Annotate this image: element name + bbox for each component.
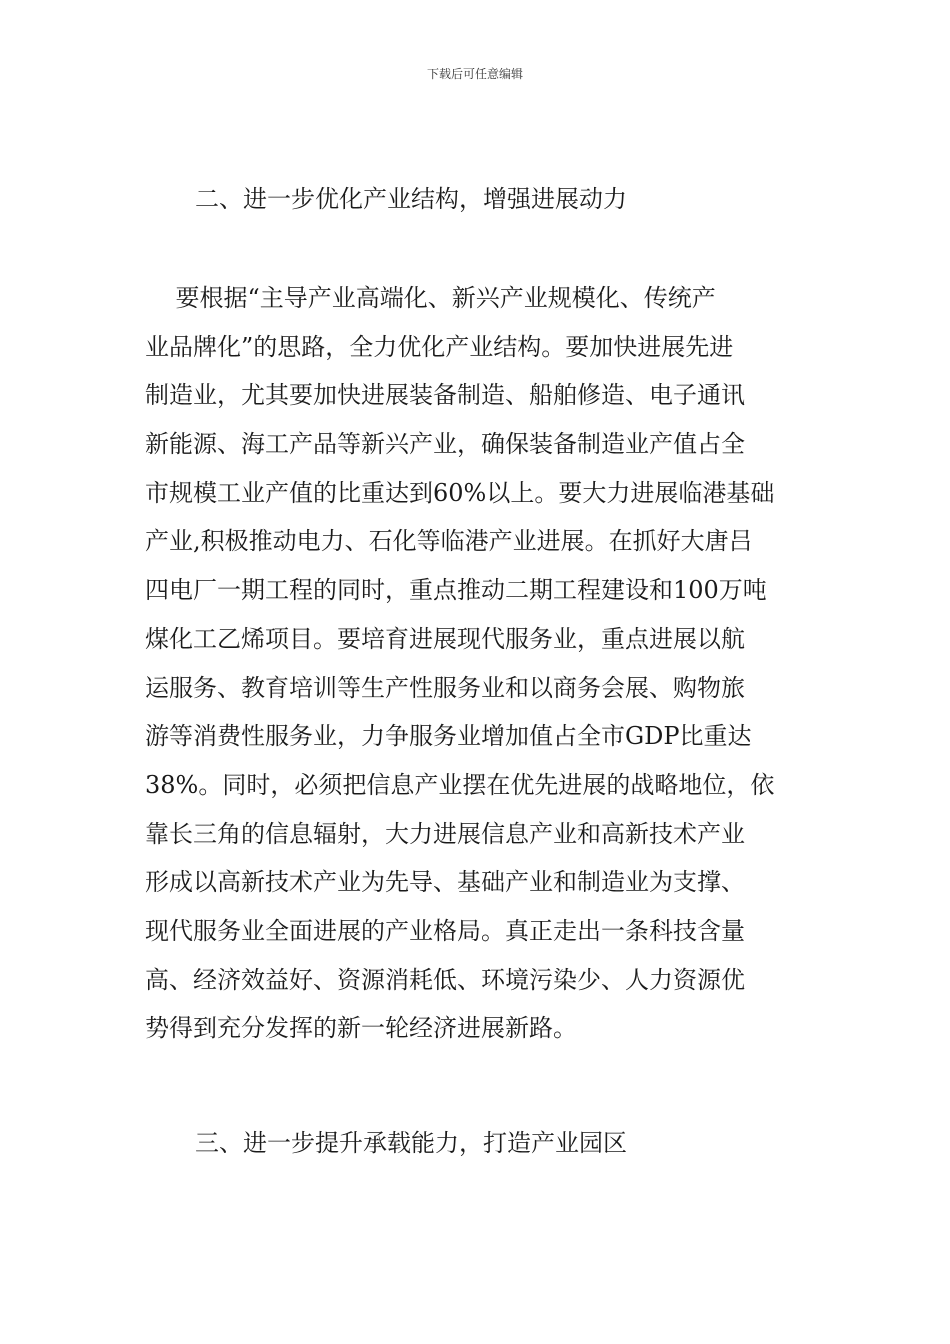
paragraph-line-8: 煤化工乙烯项目。要培育进展现代服务业，重点进展以航 <box>145 624 745 653</box>
paragraph-line-12: 靠长三角的信息辐射，大力进展信息产业和高新技术产业 <box>145 819 745 848</box>
paragraph-line-14: 现代服务业全面进展的产业格局。真正走出一条科技含量 <box>145 916 745 945</box>
paragraph-line-13: 形成以高新技术产业为先导、基础产业和制造业为支撑、 <box>145 868 745 897</box>
paragraph-line-11: 38%。同时，必须把信息产业摆在优先进展的战略地位，依 <box>145 770 775 799</box>
section-heading-2: 二、进一步优化产业结构，增强进展动力 <box>195 185 627 213</box>
paragraph-line-4: 新能源、海工产品等新兴产业，确保装备制造业产值占全 <box>145 430 745 459</box>
paragraph-line-15: 高、经济效益好、资源消耗低、环境污染少、人力资源优 <box>145 965 745 994</box>
paragraph-line-10: 游等消费性服务业，力争服务业增加值占全市GDP比重达 <box>145 722 752 751</box>
paragraph-line-7: 四电厂一期工程的同时，重点推动二期工程建设和100万吨 <box>145 576 767 605</box>
section-heading-3: 三、进一步提升承载能力，打造产业园区 <box>195 1129 627 1157</box>
paragraph-line-6: 产业,积极推动电力、石化等临港产业进展。在抓好大唐吕 <box>145 527 753 556</box>
paragraph-line-16: 势得到充分发挥的新一轮经济进展新路。 <box>145 1014 577 1043</box>
paragraph-line-9: 运服务、教育培训等生产性服务业和以商务会展、购物旅 <box>145 673 745 702</box>
paragraph-line-5: 市规模工业产值的比重达到60%以上。要大力进展临港基础 <box>145 478 775 507</box>
paragraph-line-2: 业品牌化”的思路，全力优化产业结构。要加快进展先进 <box>145 332 734 361</box>
section-2-paragraph <box>145 283 825 1062</box>
page-header-note: 下载后可任意编辑 <box>426 67 523 81</box>
paragraph-line-3: 制造业，尤其要加快进展装备制造、船舶修造、电子通讯 <box>145 381 745 410</box>
paragraph-line-1: 要根据“主导产业高端化、新兴产业规模化、传统产 <box>145 284 716 312</box>
